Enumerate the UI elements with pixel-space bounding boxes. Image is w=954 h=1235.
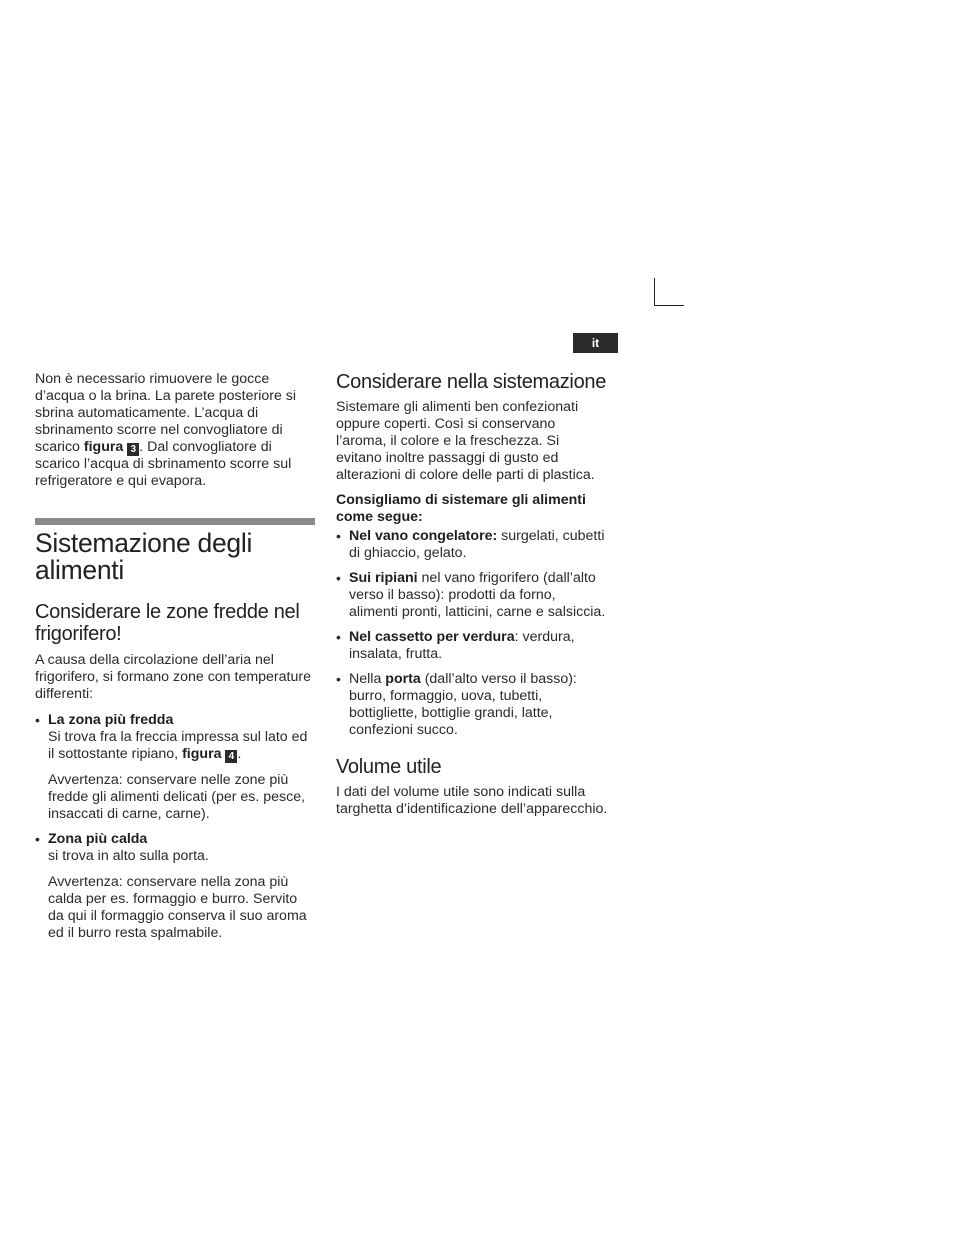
cold-zones-intro: A causa della circolazione dell’aria nel frigorifero, si formano zone con temperature differenti: xyxy=(35,652,311,702)
item-label: Sui ripiani xyxy=(349,570,418,586)
figure-number-badge: 4 xyxy=(225,750,237,763)
list-item-warmest-zone xyxy=(35,831,315,942)
item-prefix: Nella xyxy=(349,671,386,687)
section-divider-bar xyxy=(35,518,315,525)
item-text: surgelati, cubetti di ghiaccio, gelato. xyxy=(349,528,605,561)
coldest-zone-label: La zona più fredda xyxy=(48,712,174,728)
crop-mark-horizontal xyxy=(654,305,684,306)
coldest-zone-text-after: . xyxy=(237,746,242,762)
list-item xyxy=(336,629,608,663)
section-title: Sistemazione degli alimenti xyxy=(35,528,253,585)
placement-heading: Considerare nella sistemazione xyxy=(336,371,607,393)
intro-paragraph xyxy=(35,371,315,490)
list-item xyxy=(336,671,608,739)
list-item xyxy=(336,528,608,562)
placement-recommend: Consigliamo di sistemare gli alimenti come segue: xyxy=(336,492,586,525)
item-label: Nel vano congelatore: xyxy=(349,528,498,544)
item-text: : verdura, insalata, frutta. xyxy=(349,629,575,662)
item-text: nel vano frigorifero (dall’alto verso il basso): prodotti da forno, alimenti pronti, latticini, carne e salsiccia. xyxy=(349,570,606,620)
volume-heading: Volume utile xyxy=(336,756,442,778)
volume-text: I dati del volume utile sono indicati sulla targhetta d’identificazione dell’apparecchio. xyxy=(336,784,608,817)
list-item-coldest-zone xyxy=(35,712,315,823)
placement-block xyxy=(336,371,608,818)
intro-text-after: . Dal convogliatore di scarico l’acqua di sbrinamento scorre sul refrigeratore e qui evapora. xyxy=(35,439,292,489)
placement-intro: Sistemare gli alimenti ben confezionati oppure coperti. Così si conservano l’aroma, il colore e la freschezza. Si evitano inoltre passaggi di gusto ed alterazioni di colore delle parti di plastica. xyxy=(336,399,595,483)
figure-number-badge: 3 xyxy=(127,443,139,456)
language-tab: it xyxy=(573,333,618,353)
list-item xyxy=(336,570,608,621)
figure-ref-word: figura xyxy=(83,439,124,455)
section-title-block xyxy=(35,530,315,584)
cold-zones-block xyxy=(35,601,315,942)
cold-zones-heading: Considerare le zone fredde nel frigorifero! xyxy=(35,601,300,645)
coldest-zone-text: Si trova fra la freccia impressa sul lato ed il sottostante ripiano, xyxy=(48,729,308,762)
item-label: porta xyxy=(385,671,421,687)
warmest-zone-label: Zona più calda xyxy=(48,831,148,847)
item-text: (dall’alto verso il basso): burro, formaggio, uova, tubetti, bottigliette, bottiglie grandi, latte, confezioni succo. xyxy=(349,671,577,738)
crop-mark-vertical xyxy=(654,278,655,306)
intro-text-before: Non è necessario rimuovere le gocce d’acqua o la brina. La parete posteriore si sbrina automaticamente. L’acqua di sbrinamento scorre nel convogliatore di scarico xyxy=(35,371,297,455)
figure-ref-word: figura xyxy=(182,746,222,762)
warmest-zone-text: si trova in alto sulla porta. xyxy=(48,848,209,864)
item-label: Nel cassetto per verdura xyxy=(349,629,515,645)
warmest-zone-note: Avvertenza: conservare nella zona più calda per es. formaggio e burro. Servito da qui il formaggio conserva il suo aroma ed il burro resta spalmabile. xyxy=(48,874,307,941)
coldest-zone-note: Avvertenza: conservare nelle zone più fredde gli alimenti delicati (per es. pesce, insaccati di carne, carne). xyxy=(48,772,306,822)
